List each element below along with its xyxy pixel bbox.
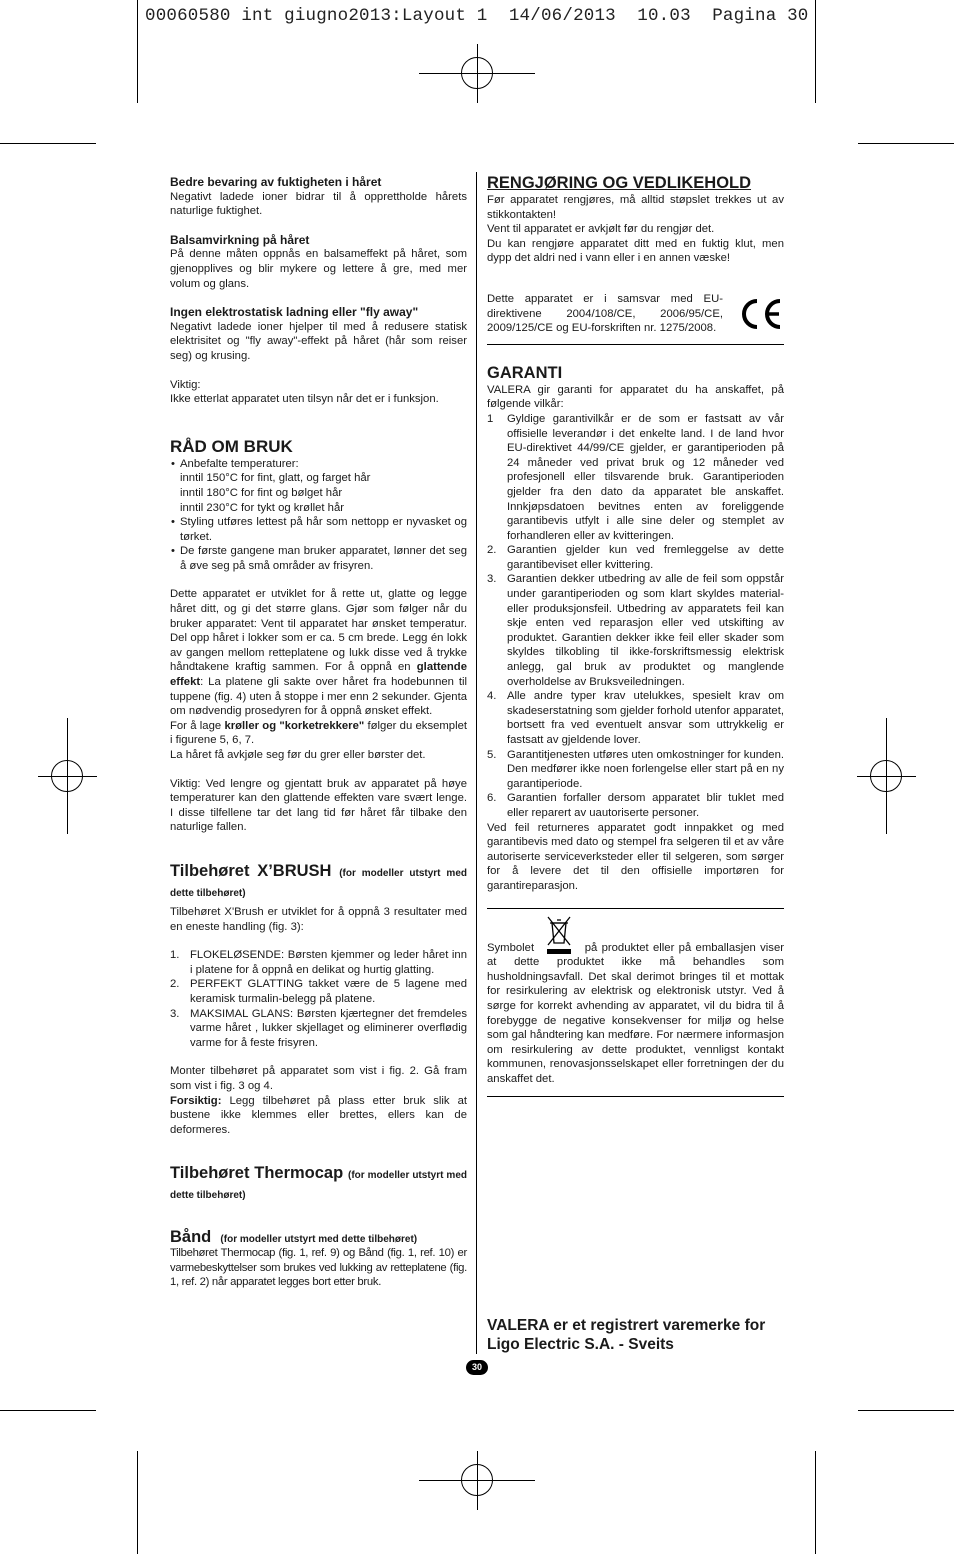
list-item: • Styling utføres lettest på hår som nettopp er nyvasket og tørket. xyxy=(170,515,467,544)
paragraph: Forsiktig: Legg tilbehøret på plass etter bruk slik at bustene ikke klemmes eller brettes, ellers kan de deformeres. xyxy=(170,1094,468,1136)
paragraph: Tilbehøret Thermocap (fig. 1, ref. 9) og Bånd (fig. 1, ref. 10) er varmebeskyttelser som brukes ved lukking av retteplatene (fig. 1, ref. 2) når apparatet legges bort etter bruk. xyxy=(170,1247,467,1289)
column-divider xyxy=(476,172,477,1354)
paragraph: Ved feil returneres apparatet godt innpakket og med garantibevis med dato og stempel fra selgeren til et av våre autoriserte serviceverksteder eller til selgeren, som sørger for å levere det til den offisielle importøren for garantireparasjon. xyxy=(487,821,784,892)
list-item: • De første gangene man bruker apparatet, lønner det seg å øve seg på små områder av frisyren. xyxy=(170,544,467,573)
cleaning-title: RENGJØRING OG VEDLIKEHOLD xyxy=(487,174,752,192)
guarantee-title: GARANTI xyxy=(487,363,563,382)
page-number-badge: 30 xyxy=(466,1360,488,1375)
paragraph: Viktig: Ved lengre og gjentatt bruk av apparatet på høye temperaturer kan den glattende effekten vare svært lenge. I disse tilfellene tar det lang tid før håret får tilbake den naturlige fallen. xyxy=(170,777,467,834)
usage-title: RÅD OM BRUK xyxy=(170,436,293,456)
ce-mark-icon xyxy=(737,297,783,331)
list-item: 3. MAKSIMAL GLANS: Børsten kjærtegner det fremdeles varme håret , lukker skjellaget og eliminerer overflødig varme for å feste frisyren. xyxy=(170,1007,467,1049)
divider xyxy=(487,1096,784,1097)
thermocap-title: Tilbehøret Thermocap (for modeller utstyrt med dette tilbehøret) xyxy=(170,1164,467,1202)
section-heading: Ingen elektrostatisk ladning eller "fly away" xyxy=(170,305,419,320)
usage-bullets xyxy=(170,457,467,574)
important-label: Viktig: xyxy=(170,378,201,391)
paragraph: Ikke etterlat apparatet uten tilsyn når det er i funksjon. xyxy=(170,393,439,406)
trademark-notice: VALERA er et registrert varemerke for Ligo Electric S.A. - Sveits xyxy=(487,1317,766,1353)
guarantee-list xyxy=(487,412,784,821)
ce-text: Dette apparatet er i samsvar med EU-direktivene 2004/108/CE, 2006/95/CE, 2009/125/CE og EU-forskriften nr. 1275/2008. xyxy=(487,292,723,335)
print-slug-header: 00060580 int giugno2013:Layout 1 14/06/2013 10.03 Pagina 30 xyxy=(145,6,809,26)
crop-mark xyxy=(0,1410,96,1411)
paragraph: La håret få avkjøle seg før du grer eller børster det. xyxy=(170,749,426,761)
paragraph: Negativt ladede ioner hjelper til med å redusere statisk elektrisitet og "fly away"-effekt på håret (hår som reiser seg) og krusing. xyxy=(170,320,467,362)
list-item: 2. Garantien gjelder kun ved fremleggelse av dette garantibeviset eller kvittering. xyxy=(487,544,784,571)
paragraph: Du kan rengjøre apparatet ditt med en fuktig klut, men dypp det aldri ned i vann eller i en annen væske! xyxy=(487,237,784,265)
crossed-bin-icon xyxy=(544,915,574,955)
list-item: 4. Alle andre typer krav utelukkes, spesielt krav om skadeserstatning som gjelder forhold utenfor apparatet, bortsett fra ved eventuelt ansvar som uttrykkelig er fastsatt av gjeldende lover. xyxy=(487,690,784,746)
list-item: 6. Garantien forfaller dersom apparatet blir tuklet med eller reparert av uautoriserte personer. xyxy=(487,792,784,819)
list-item: 1. FLOKELØSENDE: Børsten kjemmer og leder håret inn i platene for å oppnå en delikat og hurtig glatting. xyxy=(170,949,467,976)
right-column xyxy=(487,173,784,1097)
ce-compliance xyxy=(487,292,784,336)
temperature-line: inntil 230°C for tykt og krøllet hår xyxy=(180,501,344,514)
list-item: 2. PERFEKT GLATTING takket være de 5 lagene med keramisk turmalin-belegg på platene. xyxy=(170,978,467,1005)
crop-mark xyxy=(0,143,96,144)
crop-mark xyxy=(137,0,138,103)
paragraph: VALERA gir garanti for apparatet du ha anskaffet, på følgende vilkår: xyxy=(487,383,784,411)
section-heading: Balsamvirkning på håret xyxy=(170,232,310,247)
crop-mark xyxy=(137,1451,138,1554)
crop-mark xyxy=(858,1410,954,1411)
paragraph: På denne måten oppnås en balsameffekt på håret, som gjenopplives og blir mykere og lettere å gre, med mer volum og glans. xyxy=(170,248,467,290)
paragraph: For å lage krøller og "korketrekkere" følger du eksemplet i figurene 5, 6, 7. xyxy=(170,719,467,747)
list-item: 3. Garantien dekker utbedring av alle de feil som oppstår under garantiperioden og som klart skyldes material- eller produksjonsfeil. Utbedring av apparatets feil kan skje enten ved reparasjon eller ved utskifting av produktet. Garantien dekker ikke feil eller skader som skyldes tilkobling til ikke-forskriftsmessig elektrisk anlegg, gal bruk av produktet og manglende overholdelse av Bruksveiledningen. xyxy=(487,573,784,688)
paragraph: Vent til apparatet er avkjølt før du rengjør det. xyxy=(487,223,715,236)
list-item: 1 Gyldige garantivilkår er de som er fastsatt av vår offisielle leverandør i det enkelte land. I de land hvor EU-direktivet 44/99/CE gjelder, er garantiperioden på 24 måneder ved privat bruk og 12 måneder ved profesjonell eller tilsvarende bruk. Garantiperioden gjelder fra den dato da apparatet ble anskaffet. Innkjøpsdatoen bevitnes enten av foreliggende garantibevis utfylt i alle sine deler og stemplet av forhandleren eller av kvitteringen. xyxy=(487,412,784,542)
paragraph: Negativt ladede ioner bidrar til å opprettholde hårets naturlige fuktighet. xyxy=(170,190,467,218)
paragraph: Monter tilbehøret på apparatet som vist i fig. 2. Gå fram som vist i fig. 3 og 4. xyxy=(170,1065,467,1092)
paragraph: Dette apparatet er utviklet for å rette ut, glatte og legge håret ditt, og gi det større glans. Gjør som følger når du bruker apparatet: Vent til apparatet har ønsket temperatur. Del opp håret i lokker som er ca. 5 cm brede. Legg én lokk av gangen mellom retteplatene og lukk disse ved å trykke håndtakene kraftig sammen. For å oppnå en glattende effekt: La platene gli sakte over håret fra hodebunnen til tuppene (fig. 4) uten å stoppe i mer enn 2 sekunder. Gjenta om nødvendig prosedyren for å oppnå ønsket effekt. xyxy=(170,588,467,718)
temperature-line: inntil 180°C for fint og bølget hår xyxy=(180,486,343,499)
list-item: • Anbefalte temperaturer: inntil 150°C for fint, glatt, og farget hår inntil 180°C for fint og bølget hår inntil 230°C for tykt og krøllet hår xyxy=(170,457,467,515)
section-heading: Bedre bevaring av fuktigheten i håret xyxy=(170,175,382,189)
xbrush-title: Tilbehøret X’BRUSH (for modeller utstyrt med dette tilbehøret) xyxy=(170,861,467,899)
crop-mark xyxy=(815,1451,816,1554)
xbrush-list xyxy=(170,948,467,1050)
weee-paragraph: Symbolet på produktet eller på emballasjen viser at dette produktet ikke må behandles som husholdningsavfall. Det skal derimot bringes til et mottak for resirkulering av elektrisk og elektronisk utstyr. Ved å sørge for korrekt avhending av apparatet, vil du bidra til å forebygge de negative konsekvenser for miljø og helse som gal håndtering kan medføre. For nærmere informasjon om resirkulering av dette produktet, vennligst kontakt kommunen, renovasjonsselskapet eller forretningen der du anskaffet det. xyxy=(487,915,784,1087)
temperature-line: inntil 150°C for fint, glatt, og farget hår xyxy=(180,472,371,485)
paragraph: Før apparatet rengjøres, må alltid støpslet trekkes ut av stikkontakten! xyxy=(487,194,784,221)
paragraph: Tilbehøret X'Brush er utviklet for å oppnå 3 resultater med en eneste handling (fig. 3): xyxy=(170,905,467,933)
band-title: Bånd (for modeller utstyrt med dette tilbehøret) xyxy=(170,1228,418,1247)
list-item: 5. Garantitjenesten utføres uten omkostninger for kunden. Den medfører ikke noen forlengelse eller start på en ny garantiperiode. xyxy=(487,748,784,790)
crop-mark xyxy=(858,143,954,144)
crop-mark xyxy=(815,0,816,103)
left-column xyxy=(170,175,467,1290)
